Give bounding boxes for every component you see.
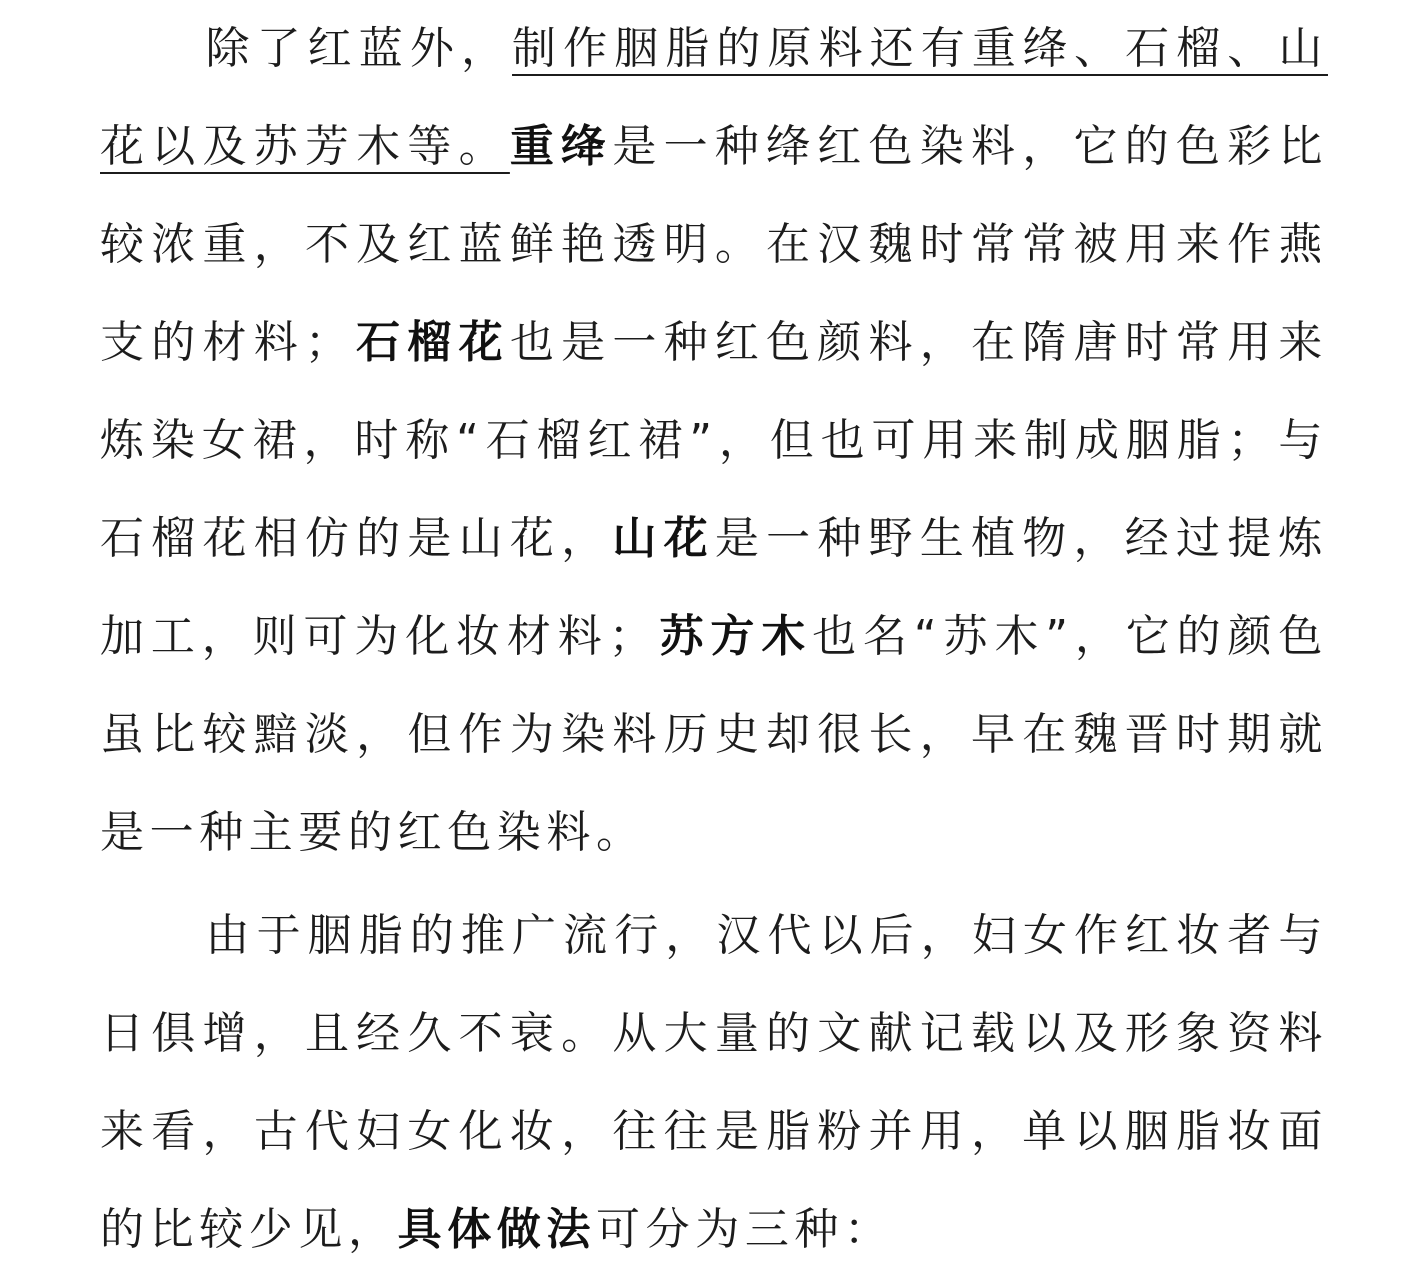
bold-term-zhongjiang: 重绛	[509, 121, 613, 172]
paragraph-text: 也是一种红色颜料，在隋唐时常用来炼染女裙，时称“石榴红裙”，但也可用来制成胭脂；与石榴花相仿的是山花，	[100, 317, 1328, 564]
bold-term-specific-methods: 具体做法	[397, 1204, 597, 1255]
paragraph-text: 可分为三种：	[596, 1204, 894, 1255]
paragraph-text: 由于胭脂的推广流行，汉代以后，妇女作红妆者与日俱增，且经久不衰。从大量的文献记载以及形象资料来看，古代妇女化妆，往往是脂粉并用，单以胭脂妆面的比较少见，	[100, 910, 1328, 1255]
bold-term-pomegranate-flower: 石榴花	[354, 317, 510, 368]
paragraph-rouge-materials	[100, 0, 1328, 882]
paragraph-text: 除了红蓝外，	[204, 23, 513, 74]
paragraph-makeup-methods	[100, 887, 1328, 1279]
paragraph-text: 也名“苏木”，它的颜色虽比较黯淡，但作为染料历史却很长，早在魏晋时期就是一种主要的红色染料。	[100, 611, 1328, 858]
bold-term-sappanwood: 苏方木	[658, 611, 813, 662]
bold-term-shanhua: 山花	[612, 513, 715, 564]
paragraph-text: 是一种绛红色染料，它的色彩比较浓重，不及红蓝鲜艳透明。在汉魏时常常被用来作燕支的材料；	[100, 121, 1328, 368]
paragraph-text: 是一种野生植物，经过提炼加工，则可为化妆材料；	[100, 513, 1329, 662]
underlined-text: 制作胭脂的原料还有重绛、石榴、山花以及苏芳木等。	[100, 23, 1328, 172]
